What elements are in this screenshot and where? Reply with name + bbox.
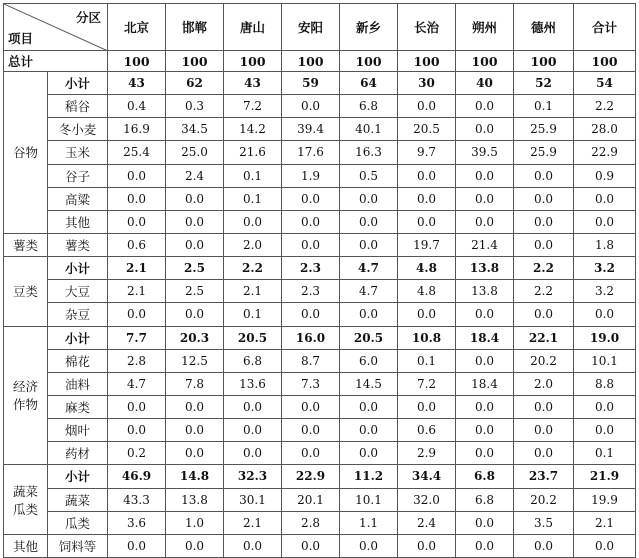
- value-cell: 25.9: [514, 118, 574, 141]
- value-cell: 0.0: [514, 210, 574, 233]
- value-cell: 43: [224, 72, 282, 95]
- value-cell: 54: [574, 72, 636, 95]
- value-cell: 0.0: [108, 419, 166, 442]
- value-cell: 28.0: [574, 118, 636, 141]
- value-cell: 13.8: [456, 257, 514, 280]
- value-cell: 9.7: [398, 141, 456, 164]
- value-cell: 2.1: [224, 280, 282, 303]
- group-label-line: 经济: [12, 379, 38, 395]
- total-value: 100: [166, 51, 224, 72]
- value-cell: 0.0: [514, 442, 574, 465]
- corner-header-cell: [4, 4, 108, 51]
- value-cell: 14.8: [166, 465, 224, 488]
- value-cell: 0.0: [456, 419, 514, 442]
- region-header: 朔州: [456, 4, 514, 51]
- value-cell: 25.0: [166, 141, 224, 164]
- value-cell: 21.4: [456, 233, 514, 256]
- row-label: 蔬菜: [48, 488, 108, 511]
- value-cell: 0.0: [398, 395, 456, 418]
- header-row: [4, 4, 636, 51]
- value-cell: 0.1: [224, 164, 282, 187]
- region-header: 新乡: [340, 4, 398, 51]
- value-cell: 20.5: [398, 118, 456, 141]
- value-cell: 0.0: [108, 534, 166, 557]
- row-label: 药材: [48, 442, 108, 465]
- value-cell: 3.2: [574, 257, 636, 280]
- value-cell: 0.0: [166, 442, 224, 465]
- group-label: [4, 326, 48, 465]
- value-cell: 0.0: [282, 303, 340, 326]
- corner-label-region: 分区: [75, 10, 101, 25]
- value-cell: 25.9: [514, 141, 574, 164]
- row-label: 瓜类: [48, 511, 108, 534]
- value-cell: 0.0: [574, 395, 636, 418]
- value-cell: 22.9: [574, 141, 636, 164]
- table-row: [4, 442, 636, 465]
- value-cell: 0.0: [108, 210, 166, 233]
- total-label: 总计: [4, 51, 108, 72]
- value-cell: 2.1: [574, 511, 636, 534]
- row-label: 其他: [48, 210, 108, 233]
- group-label: 薯类: [4, 233, 48, 256]
- value-cell: 0.0: [340, 534, 398, 557]
- value-cell: 13.8: [456, 280, 514, 303]
- value-cell: 4.7: [340, 257, 398, 280]
- value-cell: 0.0: [514, 303, 574, 326]
- value-cell: 11.2: [340, 465, 398, 488]
- group-label-line: 蔬菜: [12, 483, 38, 499]
- table-row: [4, 303, 636, 326]
- value-cell: 0.0: [398, 187, 456, 210]
- row-label: 玉米: [48, 141, 108, 164]
- group-label-line: 作物: [12, 397, 38, 413]
- value-cell: 0.0: [282, 95, 340, 118]
- value-cell: 6.8: [340, 95, 398, 118]
- total-value: 100: [282, 51, 340, 72]
- value-cell: 0.0: [456, 95, 514, 118]
- value-cell: 6.8: [224, 349, 282, 372]
- value-cell: 64: [340, 72, 398, 95]
- table-row: [4, 534, 636, 557]
- value-cell: 7.7: [108, 326, 166, 349]
- value-cell: 0.1: [574, 442, 636, 465]
- value-cell: 0.1: [514, 95, 574, 118]
- row-label: 棉花: [48, 349, 108, 372]
- value-cell: 20.2: [514, 349, 574, 372]
- row-label: 小计: [48, 72, 108, 95]
- value-cell: 0.0: [108, 187, 166, 210]
- value-cell: 32.0: [398, 488, 456, 511]
- value-cell: 17.6: [282, 141, 340, 164]
- table-row: [4, 95, 636, 118]
- value-cell: 0.0: [456, 395, 514, 418]
- value-cell: 0.0: [224, 395, 282, 418]
- table-row: [4, 280, 636, 303]
- value-cell: 0.0: [166, 187, 224, 210]
- table-row: [4, 210, 636, 233]
- total-value: 100: [224, 51, 282, 72]
- table-row: [4, 419, 636, 442]
- value-cell: 0.0: [282, 187, 340, 210]
- value-cell: 22.1: [514, 326, 574, 349]
- value-cell: 0.0: [398, 95, 456, 118]
- value-cell: 2.4: [398, 511, 456, 534]
- value-cell: 13.6: [224, 372, 282, 395]
- table-row: [4, 349, 636, 372]
- value-cell: 2.5: [166, 280, 224, 303]
- value-cell: 30.1: [224, 488, 282, 511]
- total-value: 100: [340, 51, 398, 72]
- value-cell: 0.1: [224, 187, 282, 210]
- value-cell: 20.3: [166, 326, 224, 349]
- value-cell: 0.5: [340, 164, 398, 187]
- value-cell: 2.8: [108, 349, 166, 372]
- row-label: 饲料等: [48, 534, 108, 557]
- value-cell: 7.8: [166, 372, 224, 395]
- total-value: 100: [108, 51, 166, 72]
- value-cell: 0.0: [224, 419, 282, 442]
- row-label: 高粱: [48, 187, 108, 210]
- value-cell: 0.0: [514, 419, 574, 442]
- value-cell: 0.6: [108, 233, 166, 256]
- region-header: 长治: [398, 4, 456, 51]
- value-cell: 0.0: [166, 210, 224, 233]
- value-cell: 4.7: [340, 280, 398, 303]
- row-label: 油料: [48, 372, 108, 395]
- value-cell: 0.0: [456, 118, 514, 141]
- value-cell: 1.9: [282, 164, 340, 187]
- value-cell: 0.3: [166, 95, 224, 118]
- value-cell: 21.9: [574, 465, 636, 488]
- value-cell: 0.0: [166, 534, 224, 557]
- value-cell: 2.0: [224, 233, 282, 256]
- table-row: [4, 141, 636, 164]
- value-cell: 10.1: [340, 488, 398, 511]
- value-cell: 0.0: [224, 210, 282, 233]
- value-cell: 7.2: [224, 95, 282, 118]
- value-cell: 0.0: [340, 210, 398, 233]
- value-cell: 0.0: [166, 395, 224, 418]
- total-row: [4, 51, 636, 72]
- table-row: [4, 72, 636, 95]
- value-cell: 0.0: [108, 303, 166, 326]
- row-label: 小计: [48, 326, 108, 349]
- value-cell: 12.5: [166, 349, 224, 372]
- value-cell: 7.2: [398, 372, 456, 395]
- value-cell: 40.1: [340, 118, 398, 141]
- value-cell: 16.9: [108, 118, 166, 141]
- value-cell: 20.2: [514, 488, 574, 511]
- value-cell: 0.0: [282, 534, 340, 557]
- value-cell: 32.3: [224, 465, 282, 488]
- value-cell: 43.3: [108, 488, 166, 511]
- row-label: 杂豆: [48, 303, 108, 326]
- value-cell: 46.9: [108, 465, 166, 488]
- value-cell: 0.0: [456, 164, 514, 187]
- value-cell: 0.0: [514, 164, 574, 187]
- value-cell: 0.4: [108, 95, 166, 118]
- value-cell: 0.0: [398, 534, 456, 557]
- group-label: 豆类: [4, 257, 48, 326]
- value-cell: 0.0: [514, 395, 574, 418]
- table-row: [4, 118, 636, 141]
- corner-label-item: 项目: [8, 31, 34, 46]
- group-label-line: 瓜类: [12, 501, 38, 517]
- value-cell: 10.8: [398, 326, 456, 349]
- region-header: 北京: [108, 4, 166, 51]
- value-cell: 19.9: [574, 488, 636, 511]
- value-cell: 2.2: [514, 257, 574, 280]
- value-cell: 39.4: [282, 118, 340, 141]
- value-cell: 3.5: [514, 511, 574, 534]
- value-cell: 2.2: [514, 280, 574, 303]
- value-cell: 25.4: [108, 141, 166, 164]
- value-cell: 3.2: [574, 280, 636, 303]
- value-cell: 2.1: [108, 257, 166, 280]
- value-cell: 39.5: [456, 141, 514, 164]
- value-cell: 2.8: [282, 511, 340, 534]
- value-cell: 22.9: [282, 465, 340, 488]
- value-cell: 2.0: [514, 372, 574, 395]
- value-cell: 0.0: [340, 419, 398, 442]
- total-value: 100: [514, 51, 574, 72]
- total-value: 100: [398, 51, 456, 72]
- value-cell: 19.0: [574, 326, 636, 349]
- value-cell: 4.8: [398, 257, 456, 280]
- value-cell: 10.1: [574, 349, 636, 372]
- value-cell: 0.0: [282, 395, 340, 418]
- value-cell: 0.0: [574, 303, 636, 326]
- table-row: [4, 257, 636, 280]
- value-cell: 13.8: [166, 488, 224, 511]
- value-cell: 2.5: [166, 257, 224, 280]
- table-row: [4, 395, 636, 418]
- value-cell: 0.0: [574, 534, 636, 557]
- value-cell: 0.0: [340, 395, 398, 418]
- group-label: 其他: [4, 534, 48, 557]
- value-cell: 0.1: [224, 303, 282, 326]
- table-row: [4, 372, 636, 395]
- value-cell: 23.7: [514, 465, 574, 488]
- value-cell: 0.0: [108, 395, 166, 418]
- value-cell: 59: [282, 72, 340, 95]
- table-row: [4, 326, 636, 349]
- value-cell: 43: [108, 72, 166, 95]
- value-cell: 0.0: [282, 442, 340, 465]
- value-cell: 0.0: [166, 303, 224, 326]
- value-cell: 62: [166, 72, 224, 95]
- value-cell: 0.0: [224, 442, 282, 465]
- group-label: [4, 465, 48, 534]
- value-cell: 0.0: [282, 210, 340, 233]
- value-cell: 0.0: [456, 187, 514, 210]
- value-cell: 4.8: [398, 280, 456, 303]
- value-cell: 0.0: [398, 164, 456, 187]
- row-label: 谷子: [48, 164, 108, 187]
- value-cell: 6.8: [456, 488, 514, 511]
- row-label: 薯类: [48, 233, 108, 256]
- value-cell: 6.0: [340, 349, 398, 372]
- value-cell: 2.3: [282, 257, 340, 280]
- row-label: 小计: [48, 465, 108, 488]
- value-cell: 2.2: [224, 257, 282, 280]
- value-cell: 0.0: [166, 419, 224, 442]
- data-table-container: [3, 3, 636, 558]
- value-cell: 0.0: [282, 419, 340, 442]
- region-header: 德州: [514, 4, 574, 51]
- total-value: 100: [574, 51, 636, 72]
- value-cell: 4.7: [108, 372, 166, 395]
- value-cell: 8.7: [282, 349, 340, 372]
- value-cell: 20.5: [224, 326, 282, 349]
- value-cell: 14.2: [224, 118, 282, 141]
- value-cell: 1.0: [166, 511, 224, 534]
- value-cell: 3.6: [108, 511, 166, 534]
- value-cell: 2.9: [398, 442, 456, 465]
- value-cell: 2.2: [574, 95, 636, 118]
- row-label: 冬小麦: [48, 118, 108, 141]
- value-cell: 18.4: [456, 372, 514, 395]
- value-cell: 0.0: [456, 511, 514, 534]
- row-label: 小计: [48, 257, 108, 280]
- row-label: 大豆: [48, 280, 108, 303]
- table-row: [4, 488, 636, 511]
- value-cell: 0.0: [340, 187, 398, 210]
- region-header: 安阳: [282, 4, 340, 51]
- value-cell: 40: [456, 72, 514, 95]
- value-cell: 0.2: [108, 442, 166, 465]
- value-cell: 14.5: [340, 372, 398, 395]
- value-cell: 0.0: [456, 349, 514, 372]
- table-row: [4, 511, 636, 534]
- value-cell: 0.0: [108, 164, 166, 187]
- value-cell: 0.0: [456, 442, 514, 465]
- value-cell: 2.1: [108, 280, 166, 303]
- value-cell: 20.1: [282, 488, 340, 511]
- table-row: [4, 233, 636, 256]
- value-cell: 0.0: [514, 534, 574, 557]
- value-cell: 0.0: [574, 419, 636, 442]
- value-cell: 0.0: [340, 442, 398, 465]
- value-cell: 0.0: [340, 303, 398, 326]
- value-cell: 16.3: [340, 141, 398, 164]
- value-cell: 0.0: [456, 210, 514, 233]
- value-cell: 0.0: [282, 233, 340, 256]
- value-cell: 0.1: [398, 349, 456, 372]
- value-cell: 30: [398, 72, 456, 95]
- value-cell: 21.6: [224, 141, 282, 164]
- group-label: 谷物: [4, 72, 48, 234]
- value-cell: 0.0: [514, 187, 574, 210]
- value-cell: 2.4: [166, 164, 224, 187]
- value-cell: 2.1: [224, 511, 282, 534]
- row-label: 麻类: [48, 395, 108, 418]
- value-cell: 0.6: [398, 419, 456, 442]
- value-cell: 0.0: [456, 534, 514, 557]
- value-cell: 0.0: [224, 534, 282, 557]
- value-cell: 7.3: [282, 372, 340, 395]
- table-row: [4, 164, 636, 187]
- value-cell: 0.0: [514, 233, 574, 256]
- region-header: 唐山: [224, 4, 282, 51]
- region-header: 邯郸: [166, 4, 224, 51]
- value-cell: 34.5: [166, 118, 224, 141]
- value-cell: 6.8: [456, 465, 514, 488]
- value-cell: 18.4: [456, 326, 514, 349]
- table-row: [4, 187, 636, 210]
- value-cell: 1.8: [574, 233, 636, 256]
- total-value: 100: [456, 51, 514, 72]
- value-cell: 0.0: [574, 210, 636, 233]
- value-cell: 52: [514, 72, 574, 95]
- table-row: [4, 465, 636, 488]
- row-label: 稻谷: [48, 95, 108, 118]
- region-header: 合计: [574, 4, 636, 51]
- value-cell: 20.5: [340, 326, 398, 349]
- value-cell: 0.0: [574, 187, 636, 210]
- value-cell: 1.1: [340, 511, 398, 534]
- value-cell: 19.7: [398, 233, 456, 256]
- value-cell: 0.0: [456, 303, 514, 326]
- value-cell: 0.0: [340, 233, 398, 256]
- row-label: 烟叶: [48, 419, 108, 442]
- value-cell: 0.0: [398, 210, 456, 233]
- value-cell: 0.9: [574, 164, 636, 187]
- value-cell: 0.0: [166, 233, 224, 256]
- value-cell: 0.0: [398, 303, 456, 326]
- value-cell: 16.0: [282, 326, 340, 349]
- value-cell: 8.8: [574, 372, 636, 395]
- value-cell: 2.3: [282, 280, 340, 303]
- crop-share-table: [3, 3, 636, 558]
- value-cell: 34.4: [398, 465, 456, 488]
